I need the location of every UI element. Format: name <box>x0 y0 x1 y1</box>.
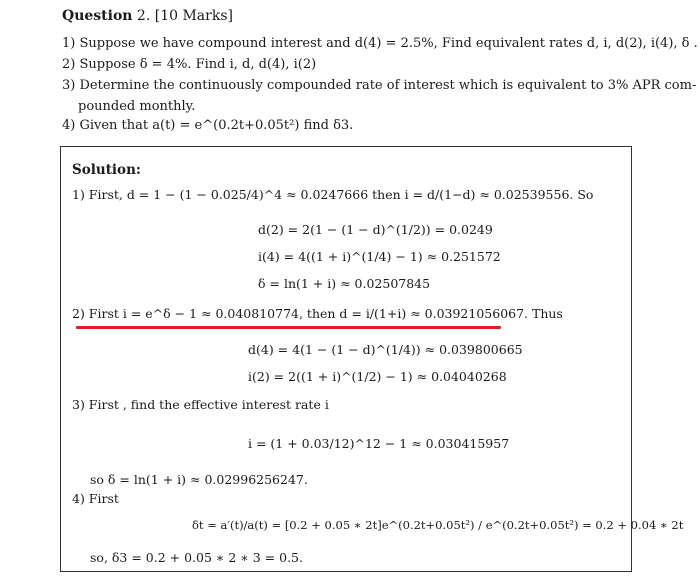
question-item-4: 4) Given that a(t) = e^(0.2t+0.05t²) find δ3. <box>62 118 354 133</box>
question-marks: [10 Marks] <box>154 8 233 24</box>
solution-part1-eq3: δ = ln(1 + i) ≈ 0.02507845 <box>258 276 431 291</box>
solution-part3-eq: i = (1 + 0.03/12)^12 − 1 ≈ 0.030415957 <box>248 436 510 451</box>
solution-part4-so: so, δ3 = 0.2 + 0.05 ∗ 2 ∗ 3 = 0.5. <box>90 550 303 565</box>
solution-part3-so: so δ = ln(1 + i) ≈ 0.02996256247. <box>90 472 308 487</box>
solution-title: Solution: <box>72 162 141 178</box>
solution-part4-eq: δt = a′(t)/a(t) = [0.2 + 0.05 ∗ 2t]e^(0.2t+0.05t²) / e^(0.2t+0.05t²) = 0.2 + 0.04 ∗ 2t <box>192 518 684 532</box>
solution-part1-eq1: d(2) = 2(1 − (1 − d)^(1/2)) = 0.0249 <box>258 222 493 237</box>
solution-part2-line: 2) First i = e^δ − 1 ≈ 0.040810774, then d = i/(1+i) ≈ 0.03921056067. Thus <box>72 306 563 321</box>
solution-part4-line: 4) First <box>72 491 119 506</box>
question-title <box>62 8 233 24</box>
question-item-1: 1) Suppose we have compound interest and d(4) = 2.5%, Find equivalent rates d, i, d(2), i(4), δ . <box>62 36 698 51</box>
red-underline <box>76 326 501 329</box>
question-item-3: 3) Determine the continuously compounded rate of interest which is equivalent to 3% APR com- <box>62 78 697 93</box>
solution-part1-eq2: i(4) = 4((1 + i)^(1/4) − 1) ≈ 0.251572 <box>258 249 501 264</box>
solution-part2-eq2: i(2) = 2((1 + i)^(1/2) − 1) ≈ 0.04040268 <box>248 369 507 384</box>
solution-part1-line: 1) First, d = 1 − (1 − 0.025/4)^4 ≈ 0.0247666 then i = d/(1−d) ≈ 0.02539556. So <box>72 187 594 202</box>
solution-part2-eq1: d(4) = 4(1 − (1 − d)^(1/4)) ≈ 0.039800665 <box>248 342 523 357</box>
question-number: 2. <box>136 8 151 24</box>
solution-part3-line: 3) First , find the effective interest rate i <box>72 397 329 412</box>
question-item-2: 2) Suppose δ = 4%. Find i, d, d(4), i(2) <box>62 57 317 72</box>
question-item-3-cont: pounded monthly. <box>78 99 196 114</box>
question-heading: Question <box>62 8 133 24</box>
solution-box <box>60 146 632 572</box>
